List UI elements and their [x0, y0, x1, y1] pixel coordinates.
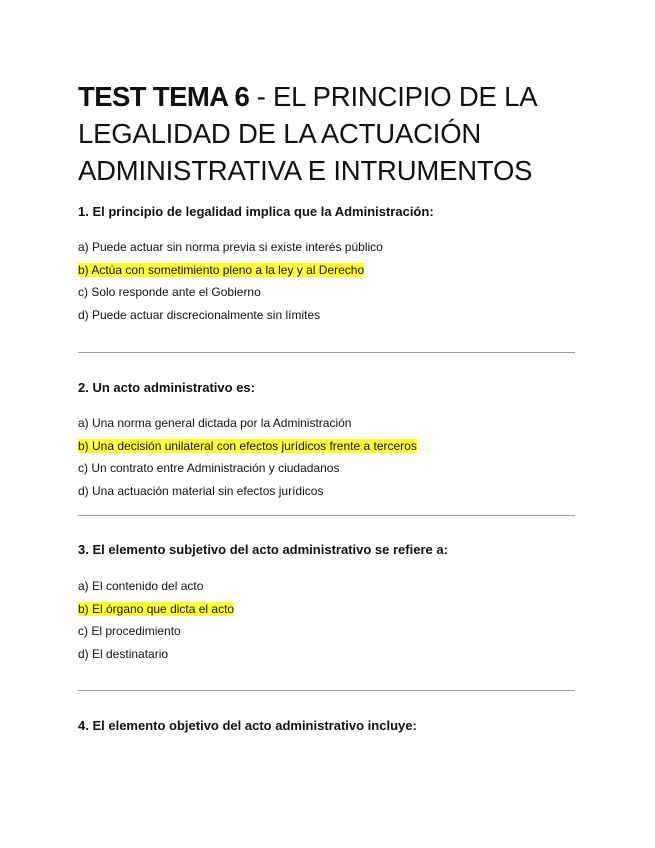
question-2-options: [78, 412, 417, 502]
question-2: 2. Un acto administrativo es:: [78, 380, 255, 395]
divider: [78, 690, 575, 691]
question-1-options: [78, 236, 383, 326]
q1-option-c: c) Solo responde ante el Gobierno: [78, 285, 261, 299]
q3-option-b-correct: b) El órgano que dicta el acto: [78, 601, 235, 616]
title-bold: TEST TEMA 6: [78, 81, 250, 112]
q3-option-d: d) El destinatario: [78, 646, 169, 661]
q3-option-c: c) El procedimiento: [78, 624, 181, 638]
q2-option-a: a) Una norma general dictada por la Administración: [78, 416, 352, 430]
q1-option-b-correct: b) Actúa con sometimiento pleno a la ley y al Derecho: [78, 262, 365, 277]
title-rest: - EL PRINCIPIO DE LA LEGALIDAD DE LA ACTUACIÓN ADMINISTRATIVA E INTRUMENTOS: [78, 81, 536, 186]
q1-option-a: a) Puede actuar sin norma previa si existe interés público: [78, 240, 383, 254]
q2-option-b-correct: b) Una decisión unilateral con efectos jurídicos frente a terceros: [78, 438, 417, 453]
document-header: [78, 78, 578, 189]
page-title: [78, 78, 578, 189]
q3-option-a: a) El contenido del acto: [78, 579, 204, 593]
question-4: 4. El elemento objetivo del acto administrativo incluye:: [78, 718, 417, 733]
q1-option-d: d) Puede actuar discrecionalmente sin límites: [78, 307, 321, 322]
question-1: 1. El principio de legalidad implica que la Administración:: [78, 204, 434, 219]
q2-option-c: c) Un contrato entre Administración y ciudadanos: [78, 461, 340, 475]
question-3: 3. El elemento subjetivo del acto administrativo se refiere a:: [78, 542, 448, 557]
question-3-options: [78, 575, 234, 665]
divider: [78, 515, 575, 516]
divider: [78, 352, 575, 353]
q2-option-d: d) Una actuación material sin efectos jurídicos: [78, 483, 324, 498]
